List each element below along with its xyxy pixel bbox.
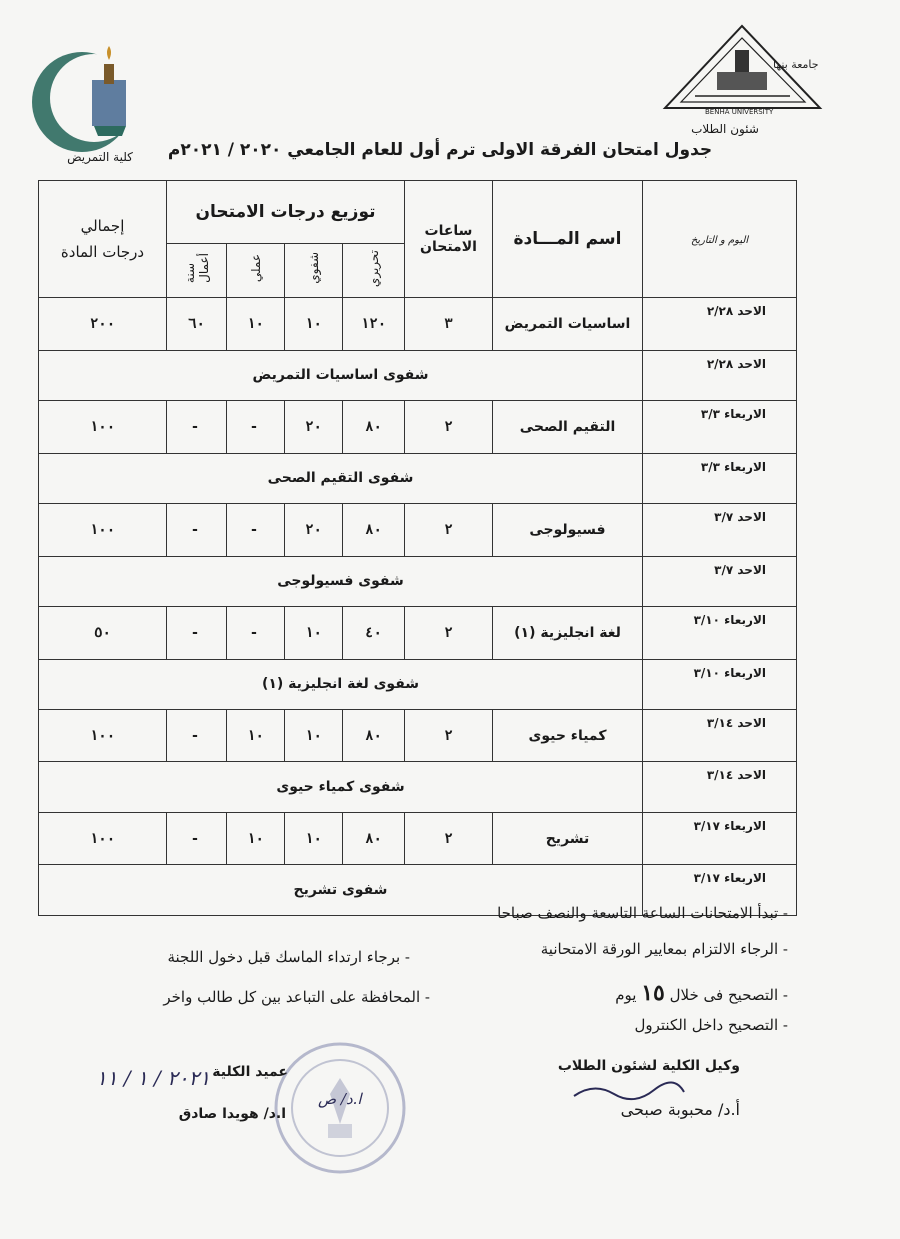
header-year-work: أعمالسنة: [167, 243, 227, 298]
total-grade: ١٠٠: [39, 812, 167, 865]
table-row: [39, 401, 797, 454]
exam-subject: كمياء حيوى: [493, 709, 643, 762]
vice-dean-title: وكيل الكلية لشئون الطلاب: [557, 1058, 740, 1074]
practical-grade: -: [227, 504, 285, 557]
header-subject: اسم المـــادة: [493, 181, 643, 298]
oral-exam-day: الاربعاء ٣/١٠: [643, 659, 797, 709]
exam-hours: ٢: [405, 504, 493, 557]
table-row: [39, 504, 797, 557]
total-grade: ٥٠: [39, 607, 167, 660]
exam-schedule-table: [38, 180, 796, 916]
header-distribution: توزيع درجات الامتحان: [167, 181, 405, 244]
faculty-caption: كلية التمريض: [67, 150, 133, 164]
oral-grade: ١٠: [285, 607, 343, 660]
written-grade: ٨٠: [343, 504, 405, 557]
student-affairs-label: شئون الطلاب: [691, 122, 759, 136]
practical-grade: ١٠: [227, 812, 285, 865]
header-practical: عملي: [227, 243, 285, 298]
oral-exam-label: شفوى التقيم الصحى: [39, 453, 643, 503]
table-row: [39, 298, 797, 351]
oral-exam-label: شفوى فسيولوجى: [39, 556, 643, 606]
total-grade: ٢٠٠: [39, 298, 167, 351]
table-row-oral: [39, 556, 797, 606]
exam-subject: تشريح: [493, 812, 643, 865]
exam-hours: ٣: [405, 298, 493, 351]
handwritten-date: ٢٠٢١ / ١ / ١١: [96, 1066, 211, 1090]
oral-exam-day: الاحد ٣/٧: [643, 556, 797, 606]
oral-grade: ١٠: [285, 812, 343, 865]
exam-hours: ٢: [405, 812, 493, 865]
logo-arabic-text: جامعة بنها: [773, 58, 819, 71]
oral-grade: ١٠: [285, 709, 343, 762]
note-correction-period: - التصحيح فى خلال ١٥ يوم: [615, 980, 788, 1006]
university-logo: [655, 20, 830, 115]
written-grade: ٨٠: [343, 812, 405, 865]
total-grade: ١٠٠: [39, 709, 167, 762]
header-total: إجمالي درجات المادة: [39, 181, 167, 298]
oral-grade: ٢٠: [285, 401, 343, 454]
exam-hours: ٢: [405, 607, 493, 660]
oral-exam-day: الاربعاء ٣/١٧: [643, 865, 797, 916]
oral-exam-label: شفوى تشريح: [39, 865, 643, 916]
header-day-date: اليوم و التاريخ: [643, 181, 797, 298]
year-work-grade: ٦٠: [167, 298, 227, 351]
year-work-grade: -: [167, 812, 227, 865]
note-exam-paper: - الرجاء الالتزام بمعايير الورقة الامتحانية: [540, 940, 788, 958]
year-work-grade: -: [167, 709, 227, 762]
practical-grade: ١٠: [227, 709, 285, 762]
exam-hours: ٢: [405, 401, 493, 454]
exam-subject: التقيم الصحى: [493, 401, 643, 454]
faculty-stamp: [270, 1038, 410, 1182]
note-distancing: - المحافظة على التباعد بين كل طالب واخر: [163, 988, 430, 1006]
note-mask: - برجاء ارتداء الماسك قبل دخول اللجنة: [167, 948, 410, 966]
total-grade: ١٠٠: [39, 504, 167, 557]
table-row-oral: [39, 659, 797, 709]
page-title: جدول امتحان الفرقة الاولى ترم أول للعام الجامعي ٢٠٢٠ / ٢٠٢١م: [167, 140, 713, 160]
written-grade: ٤٠: [343, 607, 405, 660]
table-row-oral: [39, 453, 797, 503]
exam-day: الاحد ٣/١٤: [643, 709, 797, 762]
header-written: تحريري: [343, 243, 405, 298]
table-row: [39, 709, 797, 762]
year-work-grade: -: [167, 607, 227, 660]
table-row-oral: [39, 762, 797, 812]
exam-hours: ٢: [405, 709, 493, 762]
table-row: [39, 812, 797, 865]
exam-subject: لغة انجليزية (١): [493, 607, 643, 660]
exam-day: الاحد ٢/٢٨: [643, 298, 797, 351]
note-start-time: - تبدأ الامتحانات الساعة التاسعة والنصف صباحا: [497, 904, 788, 922]
exam-day: الاحد ٣/٧: [643, 504, 797, 557]
vice-dean-name: أ.د/ محبوبة صبحى: [620, 1100, 740, 1119]
exam-day: الاربعاء ٣/١٧: [643, 812, 797, 865]
written-grade: ٨٠: [343, 709, 405, 762]
written-grade: ١٢٠: [343, 298, 405, 351]
oral-exam-day: الاربعاء ٣/٣: [643, 453, 797, 503]
table-row: [39, 607, 797, 660]
oral-exam-label: شفوى لغة انجليزية (١): [39, 659, 643, 709]
year-work-grade: -: [167, 401, 227, 454]
oral-exam-day: الاحد ٣/١٤: [643, 762, 797, 812]
oral-exam-label: شفوى كمياء حيوى: [39, 762, 643, 812]
oral-exam-day: الاحد ٢/٢٨: [643, 350, 797, 400]
practical-grade: -: [227, 401, 285, 454]
exam-day: الاربعاء ٣/١٠: [643, 607, 797, 660]
oral-exam-label: شفوى اساسيات التمريض: [39, 350, 643, 400]
oral-grade: ٢٠: [285, 504, 343, 557]
oral-grade: ١٠: [285, 298, 343, 351]
exam-day: الاربعاء ٣/٣: [643, 401, 797, 454]
handwritten-initials: ا.د/ ص: [318, 1090, 362, 1108]
practical-grade: -: [227, 607, 285, 660]
note-correction-control: - التصحيح داخل الكنترول: [634, 1016, 788, 1034]
table-row-oral: [39, 350, 797, 400]
year-work-grade: -: [167, 504, 227, 557]
logo-latin-text: BENHA UNIVERSITY: [705, 108, 774, 115]
practical-grade: ١٠: [227, 298, 285, 351]
exam-subject: اساسيات التمريض: [493, 298, 643, 351]
exam-subject: فسيولوجى: [493, 504, 643, 557]
dean-name: ا.د/ هويدا صادق: [178, 1106, 286, 1122]
dean-title: عميد الكلية: [212, 1064, 288, 1080]
header-hours: ساعات الامتحان: [405, 181, 493, 298]
total-grade: ١٠٠: [39, 401, 167, 454]
written-grade: ٨٠: [343, 401, 405, 454]
header-oral: شفوي: [285, 243, 343, 298]
